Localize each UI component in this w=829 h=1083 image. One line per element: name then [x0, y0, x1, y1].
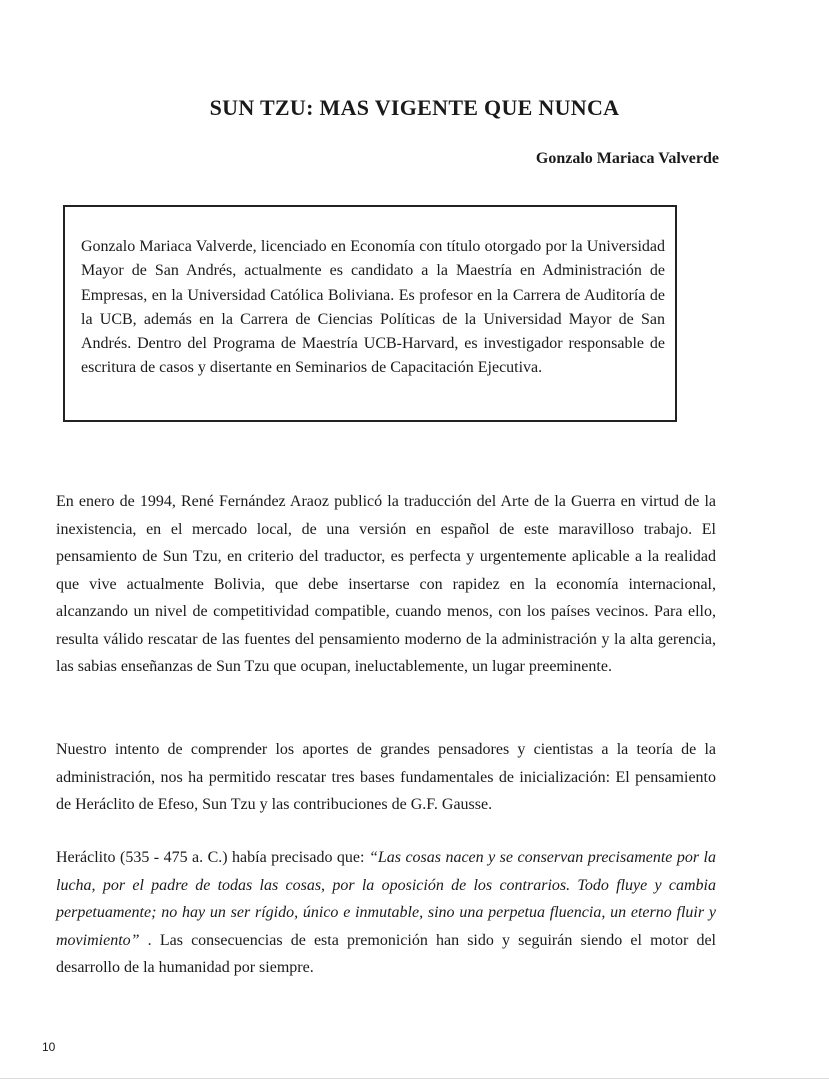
paragraph-3-rest: . Las consecuencias de esta premonición han sido y seguirán siendo el motor del desarrollo de la humanidad por siempre. — [56, 931, 716, 976]
paragraph-3-intro: Heráclito (535 - 475 a. C.) había precisado que: — [56, 849, 369, 866]
author-name: Gonzalo Mariaca Valverde — [535, 150, 719, 167]
author-bio-box — [63, 205, 677, 422]
page-bottom-rule — [0, 1078, 829, 1079]
heraclitus-quote: “Las cosas nacen y se conservan precisamente por la lucha, por el padre de todas las cosas, por la oposición de los contrarios. Todo fluye y cambia perpetuamente; no hay un ser rígido, único e inmutable, sino una perpetua fluencia, un eterno fluir y movimiento” — [56, 849, 717, 949]
author-bio-text: Gonzalo Mariaca Valverde, licenciado en Economía con título otorgado por la Universidad Mayor de San Andrés, actualmente es candidato a la Maestría en Administración de Empresas, en la Universidad Católica Boliviana. Es profesor en la Carrera de Auditoría de la UCB, además en la Carrera de Ciencias Políticas de la Universidad Mayor de San Andrés. Dentro del Programa de Maestría UCB-Harvard, es investigador responsable de escritura de casos y disertante en Seminarios de Capacitación Ejecutiva. — [81, 238, 665, 377]
page-title: SUN TZU: MAS VIGENTE QUE NUNCA — [209, 95, 620, 120]
body-paragraph-1: En enero de 1994, René Fernández Araoz publicó la traducción del Arte de la Guerra en virtud de la inexistencia, en el mercado local, de una versión en español de este maravilloso trabajo. El pensamiento de Sun Tzu, en criterio del traductor, es perfecta y urgentemente aplicable a la realidad que vive actualmente Bolivia, que debe insertarse con rapidez en la economía internacional, alcanzando un nivel de competitividad compatible, cuando menos, con los países vecinos. Para ello, resulta válido rescatar de las fuentes del pensamiento moderno de la administración y la alta gerencia, las sabias enseñanzas de Sun Tzu que ocupan, ineluctablemente, un lugar preeminente. — [56, 493, 716, 675]
page-number: 10 — [42, 1040, 56, 1054]
body-paragraph-2: Nuestro intento de comprender los aportes de grandes pensadores y cientistas a la teoría de la administración, nos ha permitido rescatar tres bases fundamentales de inicialización: El pensamiento de Heráclito de Efeso, Sun Tzu y las contribuciones de G.F. Gausse. — [56, 741, 716, 813]
body-paragraph-3 — [56, 844, 716, 982]
